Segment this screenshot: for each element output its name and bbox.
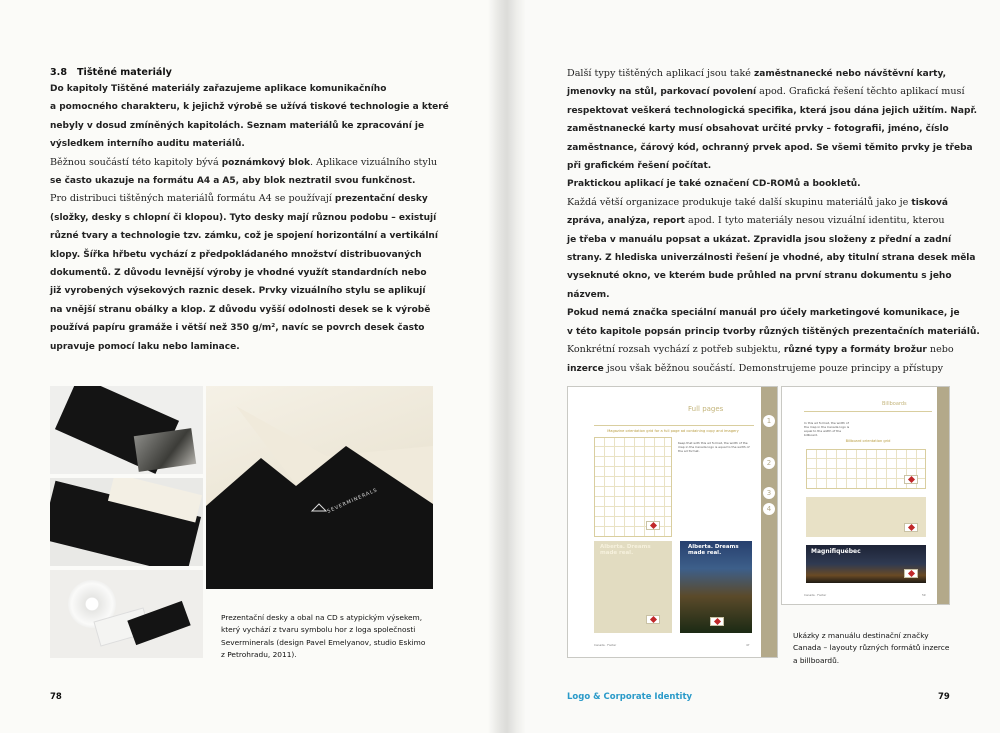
photo-folder-envelope [50, 386, 203, 474]
text-emphasis: na vnější stranu obálky a klop. Z důvodu vyšší odolnosti desek se k výrobě [50, 304, 431, 315]
text-line [50, 98, 449, 116]
text-line [50, 80, 449, 98]
text-run: Další typy tištěných aplikací jsou také [567, 68, 755, 79]
text-line [50, 154, 449, 172]
text-emphasis: v této kapitole popsán princip tvorby různých tištěných prezentačních materiálů. [567, 326, 980, 337]
text-emphasis: strany. Z hlediska univerzálnosti řešení je vhodné, aby titulní strana desek měla [567, 253, 976, 264]
manual-page-billboards [781, 386, 950, 605]
text-line [567, 157, 980, 175]
ad-headline: Alberta. Dreams made real. [688, 544, 739, 556]
manual-footer-text: Canada · Footer [804, 593, 827, 597]
caption-line: který vychází z tvaru symbolu hor z loga společnosti [221, 625, 416, 635]
text-line [567, 65, 980, 83]
text-emphasis: používá papíru gramáže i větší než 350 g/m², navíc se povrch desek často [50, 323, 425, 334]
heading-number: 3.8 [50, 67, 67, 78]
text-line [50, 227, 449, 245]
canada-logo-icon [904, 475, 918, 484]
heading-title: Tištěné materiály [77, 67, 172, 78]
canada-logo-icon [710, 617, 724, 626]
text-emphasis: se často ukazuje na formátu A4 a A5, aby blok neztratil svou funkčnost. [50, 176, 416, 187]
tab-number: 1 [763, 415, 775, 427]
text-emphasis: klopy. Šířka hřbetu vychází z předpokládaného množství distribuovaných [50, 249, 422, 260]
text-emphasis: tisková [911, 197, 949, 208]
text-run: . Aplikace vizuálního stylu [309, 156, 438, 168]
text-line [567, 83, 980, 101]
text-line [50, 301, 449, 319]
text-line [50, 282, 449, 300]
canada-logo-icon [646, 521, 660, 530]
text-run: jsou však běžnou součástí. Demonstrujeme pouze principy a přístupy [603, 362, 943, 374]
text-line [567, 120, 980, 138]
text-run: Běžnou součástí této kapitoly bývá [50, 156, 222, 168]
rule [804, 411, 932, 412]
text-emphasis: již vyrobených výsekových raznic desek. Prvky vizuálního stylu se aplikují [50, 286, 426, 297]
text-line [567, 102, 980, 120]
text-run: apod. Grafická řešení těchto aplikací musí [756, 86, 965, 98]
text-emphasis: zaměstnance, čárový kód, ochranný prvek apod. Se všemi těmito prvky je třeba [567, 142, 973, 153]
folder-svg [206, 386, 433, 589]
text-emphasis: zaměstnanecké nebo návštěvní karty, [754, 69, 947, 79]
text-emphasis: Pokud nemá značka speciální manuál pro účely marketingové komunikace, je [567, 308, 960, 319]
photo-cd-cover [50, 570, 203, 658]
canada-logo-icon [646, 615, 660, 624]
manual-tab-strip [761, 387, 777, 657]
text-emphasis: dokumentů. Z důvodu levnější výroby je vhodné využít standardních nebo [50, 268, 427, 279]
text-emphasis: zpráva, analýza, report [567, 216, 685, 227]
text-line [50, 338, 449, 356]
ad-sample-photo [680, 541, 752, 633]
text-line [50, 172, 449, 190]
text-line [567, 175, 980, 193]
text-line [567, 304, 980, 322]
tab-number: 2 [763, 457, 775, 469]
text-line [567, 341, 980, 359]
caption-line: Severminerals (design Pavel Emelyanov, studio Eskimo [221, 637, 426, 647]
text-emphasis: jmenovky na stůl, parkovací povolení [567, 87, 757, 98]
left-body-text [50, 80, 449, 356]
text-emphasis: Praktickou aplikací je také označení CD-ROMů a bookletů. [567, 179, 861, 190]
text-line [50, 135, 449, 153]
layout-grid [594, 437, 672, 537]
text-run: nebo [926, 344, 954, 356]
text-line [567, 286, 980, 304]
text-run: Každá větší organizace produkuje také další skupinu materiálů jako je [567, 196, 912, 208]
ad-sample-tan [594, 541, 672, 633]
manual-grid-header: Billboard orientation grid [845, 439, 891, 443]
text-line [50, 264, 449, 282]
text-line [50, 117, 449, 135]
text-line [567, 139, 980, 157]
ad-headline: Alberta. Dreams made real. [600, 544, 651, 556]
text-emphasis: (složky, desky s chlopní či klopou). Tyto desky mají různou podobu – existují [50, 212, 437, 223]
text-emphasis: vyseknuté okno, ve kterém bude průhled na první stranu dokumentu s jeho [567, 271, 952, 282]
text-line [50, 319, 449, 337]
photo-folder-large [206, 386, 433, 589]
caption-line: Ukázky z manuálu destinační značky [793, 631, 929, 640]
manual-section-title: Full pages [688, 405, 724, 413]
tab-number: 3 [763, 487, 775, 499]
text-emphasis: různé typy a formáty brožur [783, 345, 927, 356]
text-line [567, 360, 980, 378]
text-line [567, 323, 980, 341]
text-line [50, 209, 449, 227]
text-emphasis: zaměstnanecké karty musí obsahovat určité prvky – fotografii, jméno, číslo [567, 124, 949, 135]
manual-note: Keep that with this ad format, the width of the map in the Canada logo is equal to the width of the ad format. [678, 441, 750, 453]
text-run: Konkrétní rozsah vychází z potřeb subjektu, [567, 344, 784, 356]
text-emphasis: Do kapitoly Tištěné materiály zařazujeme aplikace komunikačního [50, 84, 387, 94]
billboard-sample-tan [806, 497, 926, 537]
text-emphasis: výsledkem interního auditu materiálů. [50, 139, 245, 150]
text-emphasis: prezentační desky [334, 194, 428, 205]
text-line [567, 212, 980, 230]
text-emphasis: respektovat veškerá technologická specifika, která jsou dána jejich užitím. Např. [567, 105, 978, 116]
text-line [567, 249, 980, 267]
text-run: Pro distribuci tištěných materiálů formátu A4 se používají [50, 193, 335, 205]
manual-note: In this ad format, the width of the map in the Canada logo is equal to the width of the billboard. [804, 421, 850, 437]
section-heading [50, 67, 172, 78]
text-emphasis: inzerce [567, 363, 604, 374]
rule [594, 425, 754, 426]
caption-line: z Petrohradu, 2011). [221, 649, 297, 659]
text-emphasis: různé tvary a technologie tzv. zámku, což je spojení horizontální a vertikální [50, 231, 438, 242]
text-emphasis: poznámkový blok [221, 157, 310, 168]
page-number-left: 78 [50, 692, 62, 702]
book-gutter [488, 0, 526, 733]
text-emphasis: nebyly v dosud zmíněných kapitolách. Seznam materiálů ke zpracování je [50, 120, 425, 131]
right-page [500, 0, 1000, 733]
canada-logo-icon [904, 523, 918, 532]
manual-tab-strip [937, 387, 949, 604]
left-photo-caption [221, 612, 425, 661]
text-line [567, 194, 980, 212]
mountain-photo [134, 428, 196, 472]
right-body-text [567, 65, 980, 378]
right-photo-caption [793, 630, 949, 667]
manual-page-number: 59 [922, 593, 926, 597]
black-sleeve [127, 601, 190, 645]
caption-line: a billboardů. [793, 655, 840, 665]
photo-folders-angle [50, 478, 203, 566]
severminerals-logo-text: SEVERMINERALS [326, 487, 379, 515]
manual-page-full-ad [567, 386, 778, 658]
tab-number: 4 [763, 503, 775, 515]
manual-grid-header: Magazine orientation grid for a full page ad containing copy and imagery [607, 429, 739, 433]
text-run: apod. I tyto materiály nesou vizuální identitu, kterou [684, 215, 945, 227]
billboard-headline: Magnifiquébec [811, 548, 861, 555]
text-line [567, 267, 980, 285]
text-emphasis: a pomocného charakteru, k jejichž výrobě se užívá tiskové technologie a které [50, 102, 449, 113]
text-emphasis: je třeba v manuálu popsat a ukázat. Zpravidla jsou složeny z přední a zadní [567, 234, 952, 245]
manual-page-number: 47 [746, 643, 750, 647]
text-line [567, 231, 980, 249]
text-emphasis: upravuje pomocí laku nebo laminace. [50, 341, 240, 352]
running-footer: Logo & Corporate Identity [567, 692, 693, 702]
text-line [50, 246, 449, 264]
page-number-right: 79 [938, 692, 950, 702]
manual-section-title: Billboards [882, 401, 907, 407]
text-emphasis: názvem. [567, 289, 610, 300]
text-line [50, 190, 449, 208]
manual-footer-text: Canada · Footer [594, 643, 617, 647]
billboard-sample-photo [806, 545, 926, 583]
text-emphasis: při grafickém řešení počítat. [567, 161, 712, 172]
caption-line: Prezentační desky a obal na CD s atypickým výsekem, [221, 613, 423, 622]
canada-logo-icon [904, 569, 918, 578]
caption-line: Canada – layouty různých formátů inzerce [793, 643, 950, 653]
